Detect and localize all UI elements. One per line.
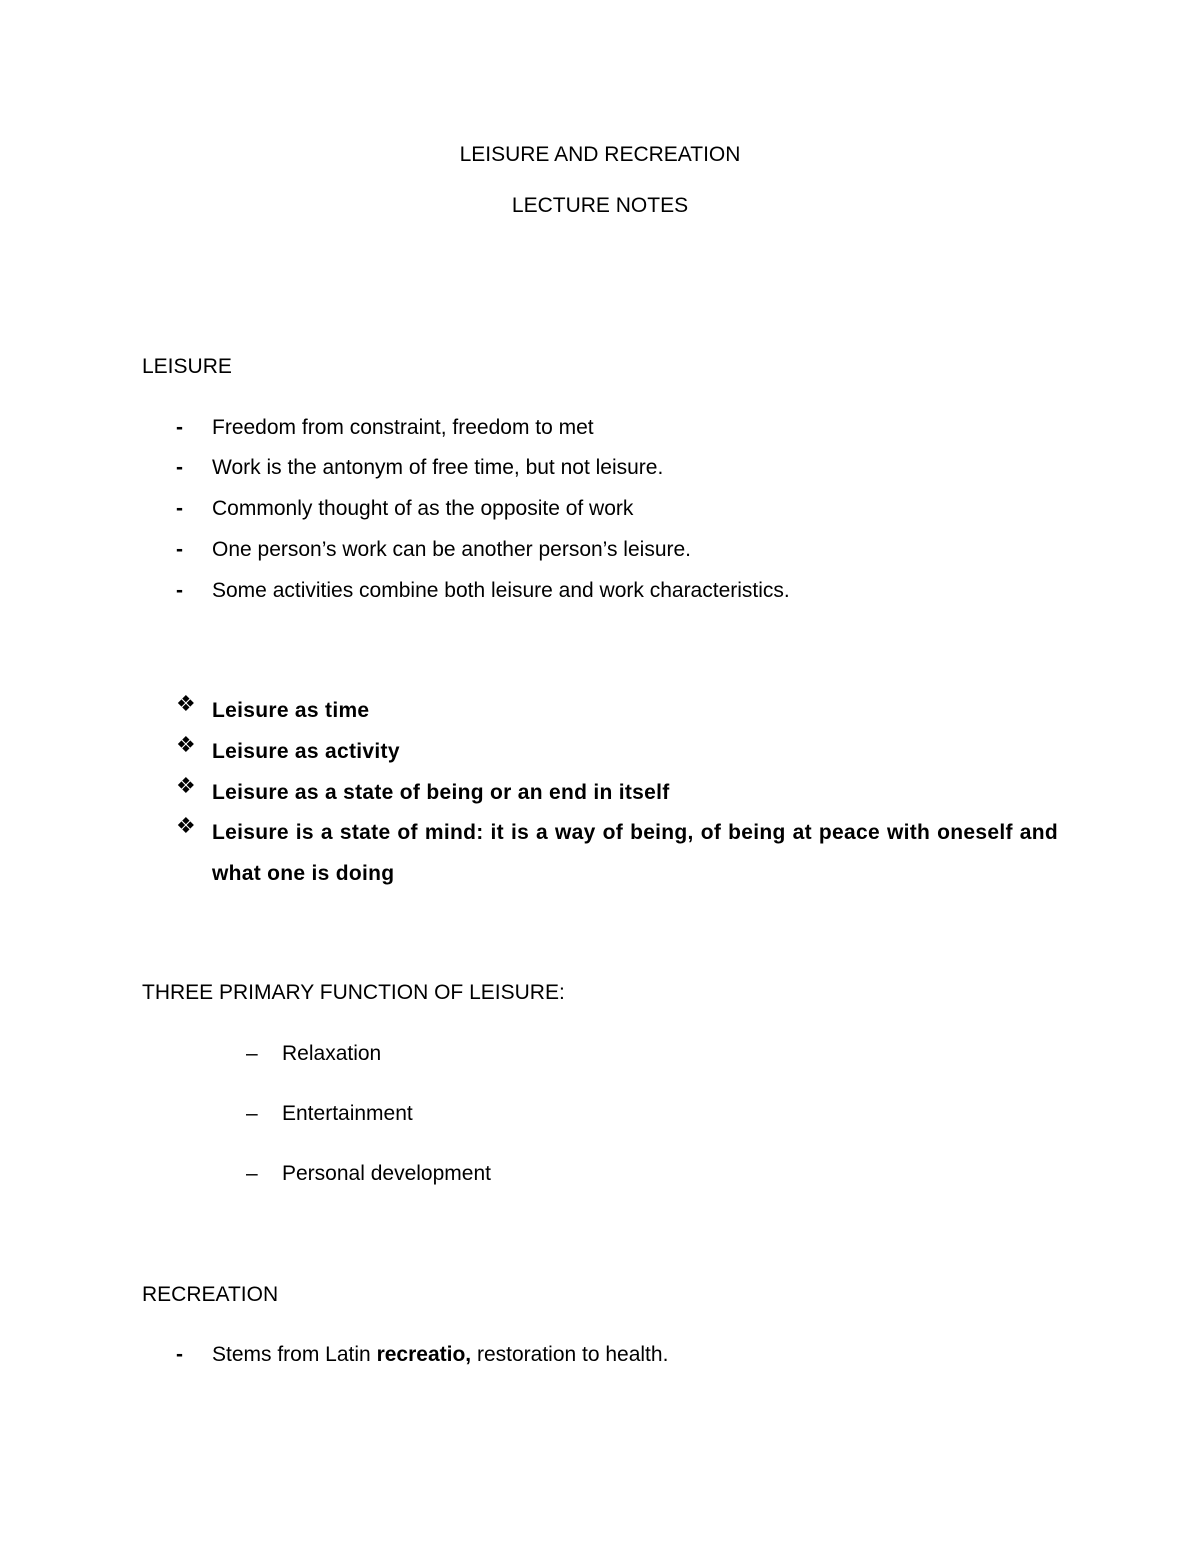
text-segment: Stems from Latin	[212, 1343, 377, 1366]
dash-bullet: -	[176, 579, 183, 602]
list-item-text: Work is the antonym of free time, but not leisure.	[212, 456, 664, 479]
diamond-bullet-icon: ❖	[176, 732, 196, 757]
diamond-bullet-icon: ❖	[176, 691, 196, 716]
latin-term: recreatio,	[376, 1343, 472, 1366]
en-dash-bullet: –	[246, 1162, 258, 1185]
concept-item	[142, 731, 1058, 772]
list-item-text: Commonly thought of as the opposite of work	[212, 497, 634, 520]
list-item-text: Freedom from constraint, freedom to met	[212, 416, 594, 439]
list-item-text	[212, 1343, 668, 1367]
concept-item	[142, 772, 1058, 813]
function-item-text: Personal development	[282, 1162, 491, 1185]
list-item-text: One person’s work can be another person’s leisure.	[212, 538, 692, 561]
dash-bullet: -	[176, 497, 183, 520]
text-segment: restoration to health.	[471, 1343, 669, 1366]
diamond-bullet-icon: ❖	[176, 773, 196, 798]
concept-item-text: Leisure as a state of being or an end in itself	[212, 781, 670, 804]
section-heading-recreation: RECREATION	[142, 1283, 279, 1306]
dash-bullet: -	[176, 1343, 183, 1366]
dash-bullet: -	[176, 538, 183, 561]
concept-item	[142, 690, 1058, 731]
document-subtitle: LECTURE NOTES	[511, 194, 689, 217]
function-item-text: Entertainment	[282, 1102, 413, 1125]
list-item-text: Some activities combine both leisure and work characteristics.	[212, 579, 790, 602]
dash-bullet: -	[176, 456, 183, 479]
function-item-text: Relaxation	[282, 1042, 382, 1065]
concept-item	[142, 812, 1058, 894]
en-dash-bullet: –	[246, 1042, 258, 1065]
document-title: LEISURE AND RECREATION	[459, 143, 741, 166]
concept-item-text: Leisure as activity	[212, 740, 400, 763]
section-heading-leisure: LEISURE	[142, 355, 232, 378]
dash-bullet: -	[176, 416, 183, 439]
section-heading-functions: THREE PRIMARY FUNCTION OF LEISURE:	[142, 981, 565, 1004]
concept-item-text: Leisure is a state of mind: it is a way of being, of being at peace with oneself and what one is doing	[212, 821, 1058, 885]
concept-item-text: Leisure as time	[212, 699, 370, 722]
en-dash-bullet: –	[246, 1102, 258, 1125]
diamond-bullet-icon: ❖	[176, 813, 196, 838]
